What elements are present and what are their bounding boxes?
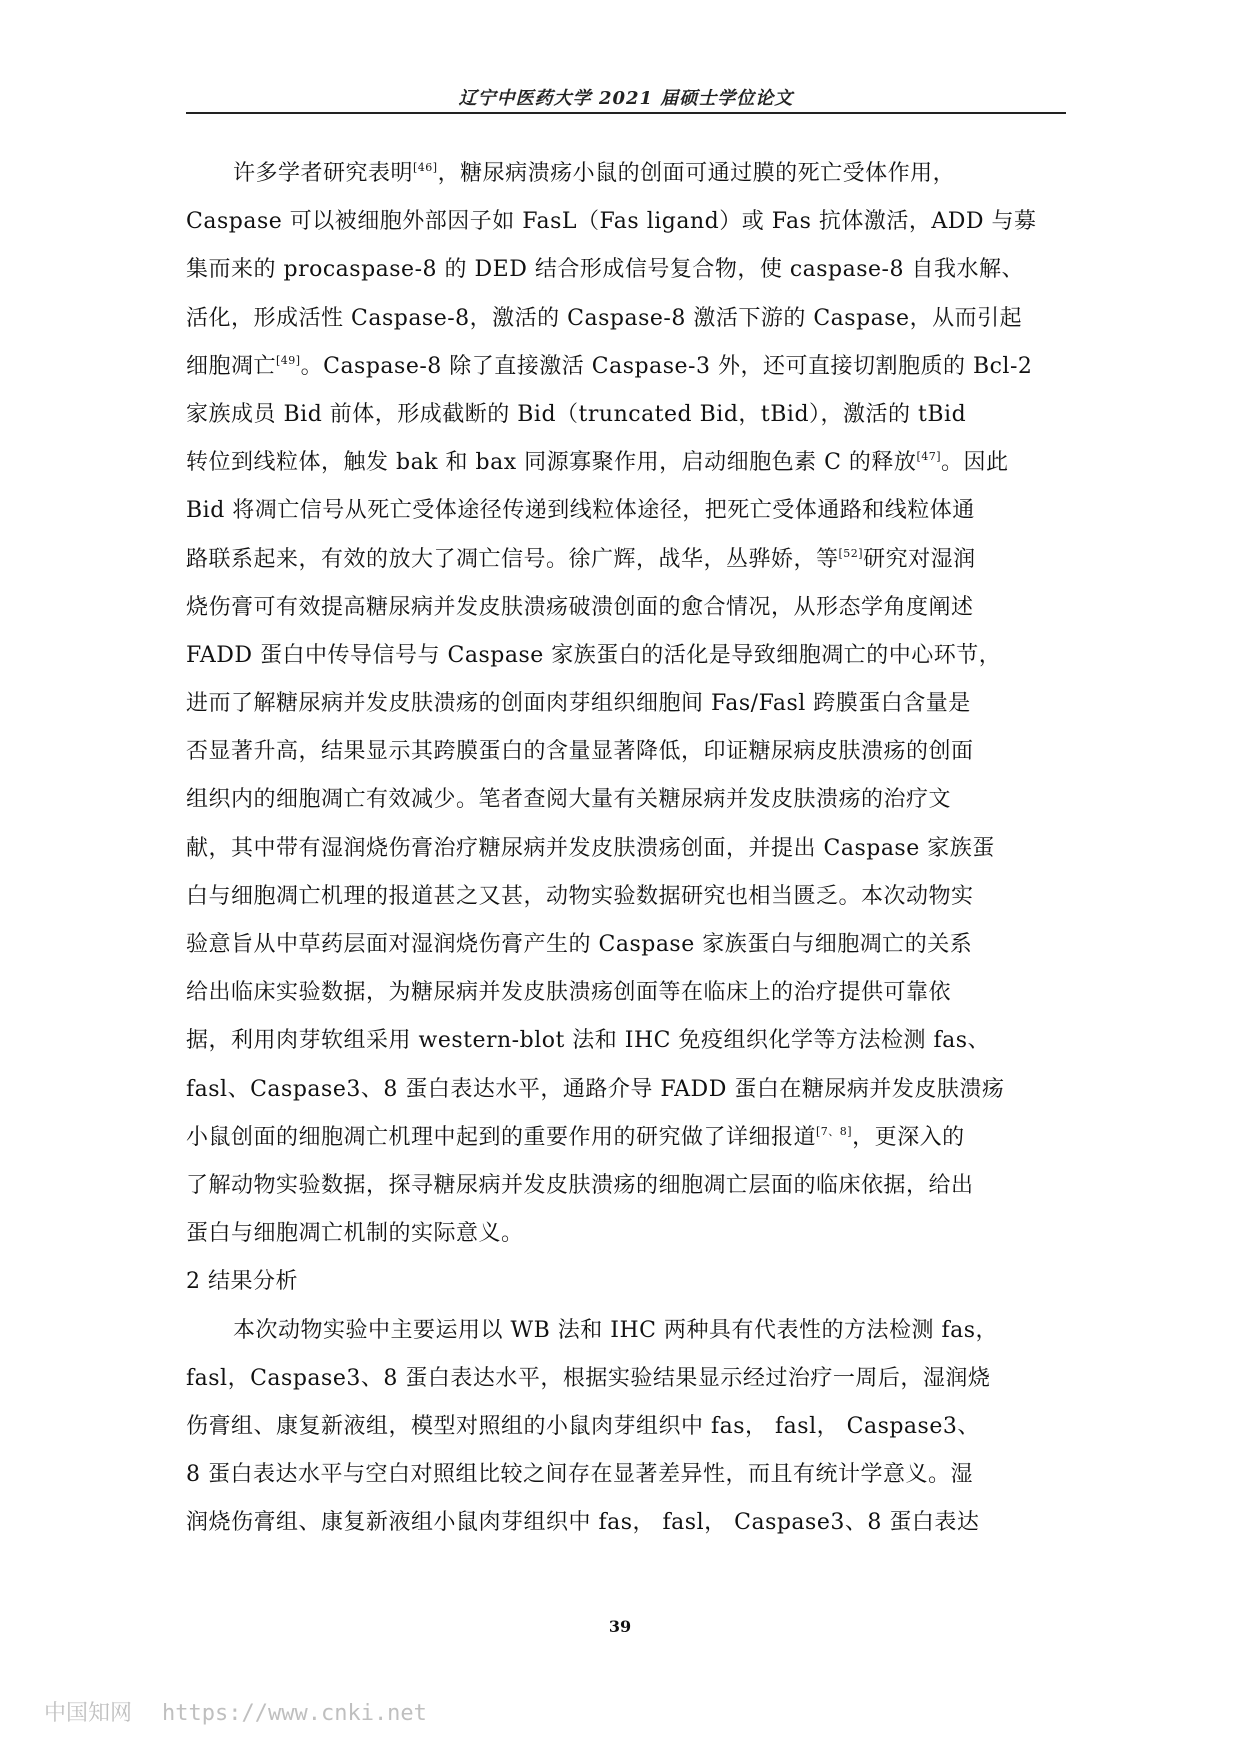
watermark-name: 中国知网 bbox=[44, 1701, 133, 1726]
watermark bbox=[44, 1696, 427, 1727]
line-text: Caspase 可以被细胞外部因子如 FasL（Fas ligand）或 Fas 抗体激活，ADD 与募 bbox=[186, 209, 1037, 235]
text-line bbox=[186, 873, 1066, 921]
line-text-tail: ，更深入的 bbox=[852, 1124, 965, 1150]
line-text: 白与细胞凋亡机理的报道甚之又甚，动物实验数据研究也相当匮乏。本次动物实 bbox=[186, 883, 974, 909]
citation-superscript: [7、8] bbox=[816, 1124, 853, 1138]
text-line bbox=[186, 246, 1066, 294]
line-text: 否显著升高，结果显示其跨膜蛋白的含量显著降低，印证糖尿病皮肤溃疡的创面 bbox=[186, 739, 974, 765]
line-text: 2 结果分析 bbox=[186, 1269, 298, 1295]
text-line bbox=[186, 1066, 1066, 1114]
text-line bbox=[186, 295, 1066, 343]
text-line bbox=[186, 1307, 1066, 1355]
citation-superscript: [46] bbox=[413, 161, 438, 174]
line-text: FADD 蛋白中传导信号与 Caspase 家族蛋白的活化是导致细胞凋亡的中心环节， bbox=[186, 642, 1002, 668]
line-text: 转位到线粒体，触发 bak 和 bax 同源寡聚作用，启动细胞色素 C 的释放 bbox=[186, 450, 917, 476]
line-text: 路联系起来，有效的放大了凋亡信号。徐广辉，战华，丛骅娇，等 bbox=[186, 546, 839, 572]
text-line bbox=[186, 825, 1066, 873]
citation-superscript: [47] bbox=[916, 450, 942, 464]
text-line bbox=[186, 487, 1066, 535]
line-text-tail: 研究对湿润 bbox=[863, 546, 976, 572]
watermark-url: https://www.cnki.net bbox=[162, 1701, 427, 1726]
text-line bbox=[186, 1162, 1066, 1210]
line-text: fasl，Caspase3、8 蛋白表达水平，根据实验结果显示经过治疗一周后，湿润烧 bbox=[186, 1365, 991, 1391]
text-line bbox=[186, 680, 1066, 728]
line-text: 小鼠创面的细胞凋亡机理中起到的重要作用的研究做了详细报道 bbox=[186, 1124, 817, 1150]
text-line bbox=[186, 921, 1066, 969]
citation-superscript: [52] bbox=[838, 546, 864, 560]
body-text bbox=[186, 150, 1066, 1547]
line-text: 据，利用肉芽软组采用 western-blot 法和 IHC 免疫组织化学等方法检测 fas、 bbox=[186, 1028, 991, 1054]
text-line bbox=[186, 1114, 1066, 1162]
header-rule bbox=[186, 112, 1066, 114]
line-text: 集而来的 procaspase-8 的 DED 结合形成信号复合物，使 caspase-8 自我水解、 bbox=[186, 257, 1024, 283]
line-text: 家族成员 Bid 前体，形成截断的 Bid（truncated Bid，tBid），激活的 tBid bbox=[186, 401, 967, 427]
line-text-tail: 。因此 bbox=[941, 450, 1009, 476]
line-text: 验意旨从中草药层面对湿润烧伤膏产生的 Caspase 家族蛋白与细胞凋亡的关系 bbox=[186, 932, 973, 957]
line-text: Bid 将凋亡信号从死亡受体途径传递到线粒体途径，把死亡受体通路和线粒体通 bbox=[186, 498, 975, 524]
line-text: 伤膏组、康复新液组，模型对照组的小鼠肉芽组织中 fas， fasl， Caspase3、 bbox=[186, 1413, 980, 1439]
line-text-tail: 。Caspase-8 除了直接激活 Caspase-3 外，还可直接切割胞质的 Bcl-2 bbox=[300, 353, 1033, 379]
text-line bbox=[186, 1355, 1066, 1403]
line-text: fasl、Caspase3、8 蛋白表达水平，通路介导 FADD 蛋白在糖尿病并发皮肤溃疡 bbox=[186, 1076, 1005, 1102]
text-line bbox=[186, 391, 1066, 439]
text-line bbox=[186, 1017, 1066, 1065]
text-line bbox=[186, 632, 1066, 680]
text-line bbox=[186, 1210, 1066, 1258]
page-number: 39 bbox=[608, 1617, 632, 1636]
line-text: 8 蛋白表达水平与空白对照组比较之间存在显著差异性，而且有统计学意义。湿 bbox=[186, 1462, 973, 1488]
line-text: 许多学者研究表明 bbox=[233, 161, 414, 186]
line-text: 活化，形成活性 Caspase-8，激活的 Caspase-8 激活下游的 Caspase，从而引起 bbox=[186, 305, 1023, 331]
text-line bbox=[186, 536, 1066, 584]
line-text: 蛋白与细胞凋亡机制的实际意义。 bbox=[186, 1221, 524, 1247]
text-line bbox=[186, 969, 1066, 1017]
line-text: 组织内的细胞凋亡有效减少。笔者查阅大量有关糖尿病并发皮肤溃疡的治疗文 bbox=[186, 787, 952, 813]
line-text-tail: ，糖尿病溃疡小鼠的创面可通过膜的死亡受体作用， bbox=[437, 161, 956, 186]
text-line bbox=[186, 1403, 1066, 1451]
line-text: 献，其中带有湿润烧伤膏治疗糖尿病并发皮肤溃疡创面，并提出 Caspase 家族蛋 bbox=[186, 835, 995, 861]
line-text: 细胞凋亡 bbox=[186, 353, 277, 379]
citation-superscript: [49] bbox=[276, 353, 301, 367]
line-text: 本次动物实验中主要运用以 WB 法和 IHC 两种具有代表性的方法检测 fas， bbox=[233, 1317, 999, 1343]
text-line bbox=[186, 198, 1066, 246]
text-line bbox=[186, 1451, 1066, 1499]
line-text: 烧伤膏可有效提高糖尿病并发皮肤溃疡破溃创面的愈合情况，从形态学角度阐述 bbox=[186, 594, 974, 620]
line-text: 进而了解糖尿病并发皮肤溃疡的创面肉芽组织细胞间 Fas/Fasl 跨膜蛋白含量是 bbox=[186, 691, 971, 717]
line-text: 了解动物实验数据，探寻糖尿病并发皮肤溃疡的细胞凋亡层面的临床依据，给出 bbox=[186, 1172, 974, 1198]
text-line bbox=[186, 439, 1066, 487]
text-line bbox=[186, 343, 1066, 391]
text-line bbox=[186, 1499, 1066, 1547]
text-line bbox=[186, 728, 1066, 776]
text-line bbox=[186, 584, 1066, 632]
line-text: 润烧伤膏组、康复新液组小鼠肉芽组织中 fas， fasl， Caspase3、8 蛋白表达 bbox=[186, 1510, 980, 1536]
text-line bbox=[186, 776, 1066, 824]
line-text: 给出临床实验数据，为糖尿病并发皮肤溃疡创面等在临床上的治疗提供可靠依 bbox=[186, 980, 952, 1006]
running-header: 辽宁中医药大学 2021 届硕士学位论文 bbox=[458, 88, 794, 109]
text-line bbox=[186, 150, 1066, 198]
text-line bbox=[186, 1258, 1066, 1306]
